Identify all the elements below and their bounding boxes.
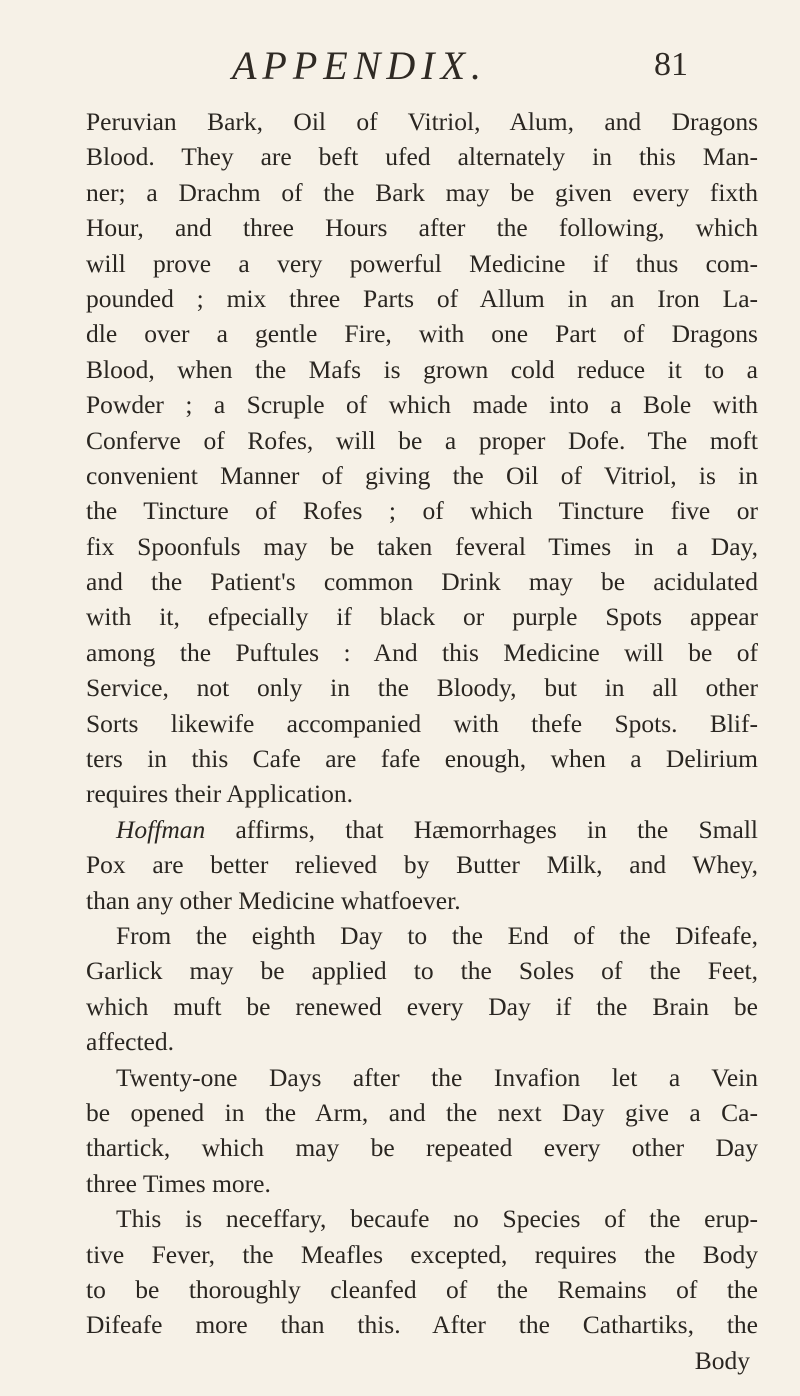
- text-line: than any other Medicine whatfoever.: [86, 885, 461, 915]
- text-line: Sorts likewife accompanied with thefe Spots. Blif-: [86, 708, 758, 738]
- text-line: Difeafe more than this. After the Cathartiks, the: [86, 1310, 758, 1340]
- text-line: requires their Application.: [86, 779, 353, 809]
- text-line: Powder ; a Scruple of which made into a Bole with: [86, 390, 758, 420]
- text-line: ters in this Cafe are fafe enough, when a Delirium: [86, 744, 758, 774]
- text-line: among the Puftules : And this Medicine will be of: [86, 637, 758, 667]
- text-line: the Tincture of Rofes ; of which Tincture five or: [86, 496, 758, 526]
- text-line: Garlick may be applied to the Soles of the Feet,: [86, 956, 758, 986]
- text-line: dle over a gentle Fire, with one Part of Dragons: [86, 319, 758, 349]
- text-line: convenient Manner of giving the Oil of Vitriol, is in: [86, 460, 758, 490]
- text-line: affected.: [86, 1027, 175, 1057]
- text-line: Conferve of Rofes, will be a proper Dofe. The moft: [86, 425, 758, 455]
- body-text: [86, 104, 758, 1378]
- text-line: with it, efpecially if black or purple Spots appear: [86, 602, 758, 632]
- text-line: Blood. They are beft ufed alternately in this Man-: [86, 142, 758, 172]
- text-line: Hour, and three Hours after the following, which: [86, 213, 758, 243]
- text-line: will prove a very powerful Medicine if thus com-: [86, 248, 758, 278]
- text-line: to be thoroughly cleanfed of the Remains of the: [86, 1274, 758, 1304]
- text-line: which muft be renewed every Day if the Brain be: [86, 991, 758, 1021]
- text-line: and the Patient's common Drink may be acidulated: [86, 567, 758, 597]
- page-number: 81: [654, 46, 688, 83]
- text-line: Twenty-one Days after the Invafion let a Vein: [116, 1062, 758, 1092]
- text-line: Pox are better relieved by Butter Milk, and Whey,: [86, 850, 758, 880]
- text-line: [86, 812, 758, 847]
- text-line: This is neceffary, becaufe no Species of the erup-: [116, 1204, 758, 1234]
- author-name-hoffman: Hoffman: [116, 814, 206, 844]
- text-line: pounded ; mix three Parts of Allum in an Iron La-: [86, 283, 758, 313]
- text-line: thartick, which may be repeated every other Day: [86, 1133, 758, 1163]
- text-line-fragment: affirms, that Hæmorrhages in the Small: [235, 814, 758, 844]
- page-header: [0, 42, 800, 92]
- text-line: tive Fever, the Meafles excepted, requires the Body: [86, 1239, 758, 1269]
- text-line: fix Spoonfuls may be taken feveral Times in a Day,: [86, 531, 758, 561]
- text-line: Blood, when the Mafs is grown cold reduce it to a: [86, 354, 758, 384]
- text-line: be opened in the Arm, and the next Day give a Ca-: [86, 1097, 758, 1127]
- running-head: APPENDIX.: [232, 43, 488, 88]
- catchword: Body: [694, 1345, 750, 1375]
- text-line: three Times more.: [86, 1168, 271, 1198]
- text-line: Peruvian Bark, Oil of Vitriol, Alum, and Dragons: [86, 107, 758, 136]
- text-line: Service, not only in the Bloody, but in all other: [86, 673, 758, 703]
- text-line: From the eighth Day to the End of the Difeafe,: [116, 920, 758, 950]
- text-line: ner; a Drachm of the Bark may be given every fixth: [86, 177, 758, 207]
